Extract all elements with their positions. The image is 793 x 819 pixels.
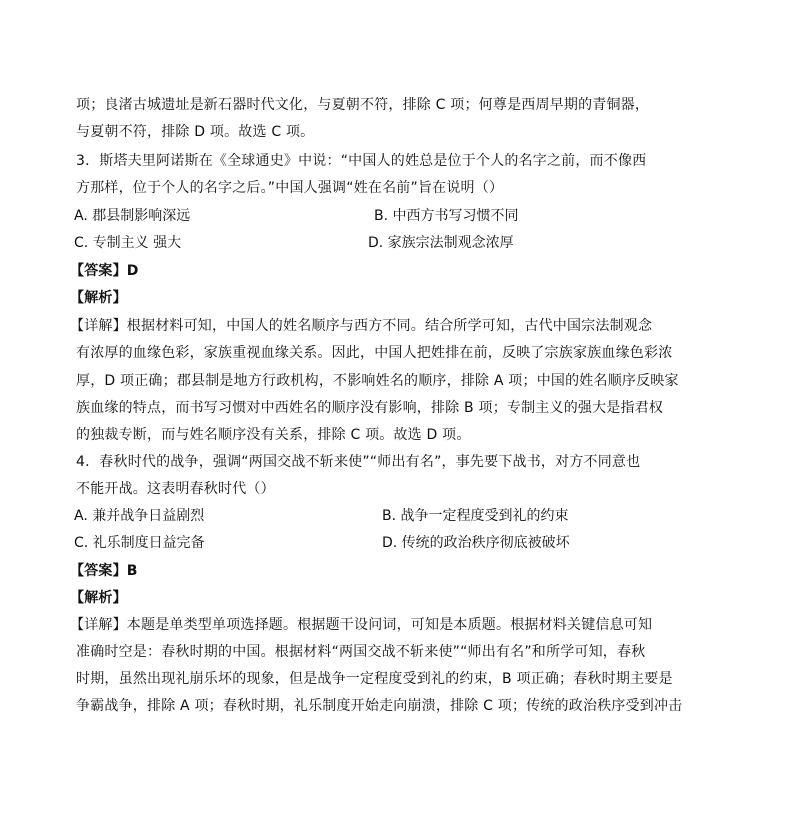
q4-detail-line-1: 【详解】本题是单类型单项选择题。根据题干设问词，可知是本质题。根据材料关键信息可知: [70, 617, 653, 633]
q3-answer: 【答案】D: [70, 263, 139, 279]
q4-option-d: D. 传统的政治秩序彻底被破坏: [382, 535, 570, 551]
prev-explanation-line-1: 项；良渚古城遗址是新石器时代文化，与夏朝不符，排除 C 项；何尊是西周早期的青铜器，: [76, 97, 650, 113]
q4-answer: 【答案】B: [70, 563, 138, 579]
q3-option-a: A. 郡县制影响深远: [74, 208, 191, 224]
q4-stem-line-1: 4．春秋时代的战争，强调“两国交战不斩来使”“师出有名”，事先要下战书，对方不同意也: [76, 454, 641, 470]
q4-option-b: B. 战争一定程度受到礼的约束: [382, 508, 569, 524]
prev-explanation-line-2: 与夏朝不符，排除 D 项。故选 C 项。: [76, 124, 315, 140]
q3-option-c: C. 专制主义 强大: [74, 235, 182, 251]
q3-detail-line-4: 族血缘的特点，而书写习惯对中西姓名的顺序没有影响，排除 B 项；专制主义的强大是指君权: [76, 400, 664, 416]
q3-stem-line-2: 方那样，位于个人的名字之后。”中国人强调“姓在名前”旨在说明（）: [76, 180, 504, 196]
q4-detail-line-2: 准确时空是：春秋时期的中国。根据材料“两国交战不斩来使”“师出有名”和所学可知，春秋: [76, 644, 646, 660]
q3-detail-line-1: 【详解】根据材料可知，中国人的姓名顺序与西方不同。结合所学可知，古代中国宗法制观念: [70, 318, 653, 334]
q4-detail-line-4: 争霸战争，排除 A 项；春秋时期，礼乐制度开始走向崩溃，排除 C 项；传统的政治秩序受到冲击: [76, 698, 683, 714]
q3-detail-line-3: 厚，D 项正确；郡县制是地方行政机构，不影响姓名的顺序，排除 A 项；中国的姓名顺序反映家: [76, 373, 679, 389]
q3-detail-line-5: 的独裁专断，而与姓名顺序没有关系，排除 C 项。故选 D 项。: [76, 427, 471, 443]
q3-stem-line-1: 3．斯塔夫里阿诺斯在《全球通史》中说：“中国人的姓总是位于个人的名字之前，而不像西: [76, 153, 647, 169]
q4-analysis-label: 【解析】: [70, 590, 127, 606]
q3-analysis-label: 【解析】: [70, 290, 127, 306]
q4-detail-line-3: 时期，虽然出现礼崩乐坏的现象，但是战争一定程度受到礼的约束，B 项正确；春秋时期主要是: [76, 671, 673, 687]
q4-stem-line-2: 不能开战。这表明春秋时代（）: [76, 481, 275, 497]
q4-option-c: C. 礼乐制度日益完备: [74, 535, 205, 551]
q3-detail-line-2: 有浓厚的血缘色彩，家族重视血缘关系。因此，中国人把姓排在前，反映了宗族家族血缘色彩浓: [76, 345, 673, 361]
q3-option-d: D. 家族宗法制观念浓厚: [368, 235, 514, 251]
q4-option-a: A. 兼并战争日益剧烈: [74, 508, 205, 524]
q3-option-b: B. 中西方书写习惯不同: [374, 208, 519, 224]
